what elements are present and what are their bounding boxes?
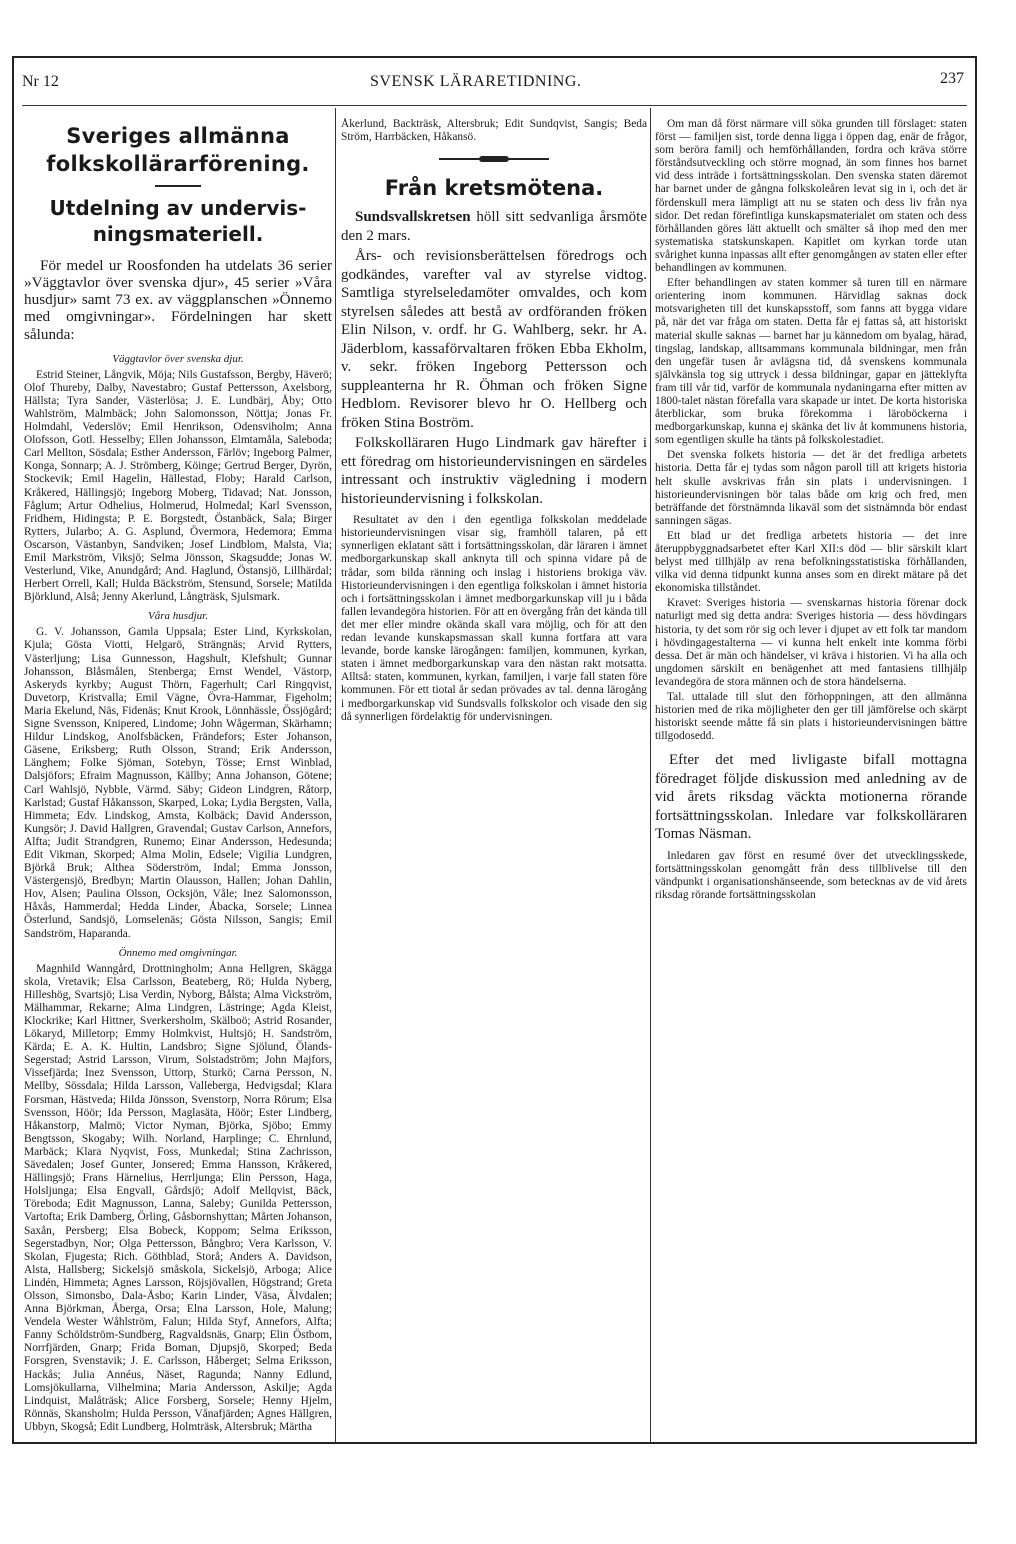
article-lead-text: höll sitt sedvanliga årsmöte den 2 mars. (341, 209, 647, 244)
article-paragraph: Ett blad ur det fredliga arbetets historia — det inre återuppbyggnadsarbetet efter Karl XII:s död — blir särskilt klart belyst med tillhjälp av rena befolkningsstatistiska förhållanden, vilka vid denna tidpunkt kunna anses som en direkt mätare på det ekonomiska tillståndet. (655, 529, 967, 595)
section-heading: Väggtavlor över svenska djur. (112, 352, 244, 365)
section-heading: Önnemo med omgivningar. (118, 946, 238, 959)
article-title: Från kretsmötena. (384, 176, 604, 201)
article-paragraph: Efter behandlingen av staten kommer så turen till en närmare orientering inom kommunen. Härvidlag saknas dock motsvarigheten till det kunskapsstoff, som fanns att bygga vidare på, när det var fråga om staten. Detta får ej fattas så, att historiskt material skulle saknas — barnet har ju kännedom om byalag, härad, tingslag, landskap, alltsammans kommunala bildningar, men från den ungefär tusen år avlägsna tid, då svenskens kommunala självkänsla tog sig uttryck i dessa bildningar, gapar en jätteklyfta fram till vår tid, varför de kommunala nydaningarna efter mitten av 1800-talet nästan förefalla vara skapade ur intet. De korta historiska återblickar, som bruka förekomma i läroböckerna i medborgarkunskap, kunna ej skänka det liv åt kommunens historia, som egentligen skulle ha tänts på folkskolestadiet. (655, 277, 967, 447)
section-ornament (439, 158, 549, 160)
page-top-rule (12, 56, 977, 58)
district-name: Sundsvallskretsen (355, 209, 471, 226)
page-right-border (975, 58, 977, 1444)
column-1 (24, 118, 332, 1438)
article-paragraph: Tal. uttalade till slut den förhoppningen, att den allmänna historien med de rika möjligheter den ger till jämförelse och skärpt historiskt seende måtte få sin plats i historieundervisningen bättre tillgodosedd. (655, 691, 967, 743)
issue-number: Nr 12 (22, 73, 59, 90)
article-paragraph: Det svenska folkets historia — det är det fredliga arbetets historia. Detta får ej tydas som någon paroll till att krigets historia helt skulle avskrivas från sin plats i undervisningen. I historieundervisningen bör talas både om krig och fred, men beträffande det förstnämnda likaväl som det sistnämnda bör endast sanningen sägas. (655, 449, 967, 527)
article-paragraph: Års- och revisionsberättelsen föredrogs och godkändes, varefter val av styrelse vidtog. Samtliga styrelseledamöter omvaldes, och kom styrelsen således att bestå av ordföranden fröken Elin Nilson, v. ordf. hr G. Wahlberg, sekr. hr A. Jäderblom, kassaförvaltaren fröken Ebba Ekholm, v. sekr. fröken Ingeborg Pettersson och suppleanterna hr R. Öhman och fröken Signe Hedblom. Revisorer blevo hr O. Hellberg och fröken Stina Boström. (341, 248, 647, 431)
article-paragraph (341, 208, 647, 245)
header-rule (22, 105, 967, 106)
heading-divider (155, 185, 201, 187)
recipient-list: Estrid Steiner, Långvik, Möja; Nils Gustafsson, Bergby, Häverö; Olof Thureby, Dalby, Navestabro; Gustaf Pettersson, Axelsborg, Hällsta; Tyra Sander, Västerlösa; J. E. Lundbärj, Åby; Otto Wahlström, Malmbäck; John Salomonsson, Nöttja; Jonas Fr. Holmdahl, Vederslöv; Emil Henrikson, Odensviholm; Anna Olofsson, Gotl. Hesselby; Ellen Johansson, Elmtamåla, Saleboda; Carl Mellton, Sösdala; Esther Andersson, Färlöv; Ingeborg Palmer, Konga, Sonnarp; A. J. Strömberg, Köinge; Gertrud Berger, Dyrön, Stockevik; Emil Hagelin, Hällestad, Floby; Harald Carlson, Kråkered, Hällingsjö; Ingeborg Moberg, Tidavad; Nat. Jonsson, Fåglum; Artur Odhelius, Holmerud, Holmedal; Karl Svensson, Fridhem, Hidingsta; P. E. Borgstedt, Östanbäck, Sala; Birger Rytters, Jularbo; A. G. Asplund, Övermora, Hedemora; Emma Oscarson, Västanbyn, Sandviken; Josef Lindblom, Malsta, Via; Emil Markström, Viksjö; Selma Jönsson, Skagsudde; Jonas W. Vesterlund, Vike, Anundgård; And. Haglund, Östansjö, Lillhärdal; Herbert Orrell, Kall; Hulda Bäckström, Stensund, Sorsele; Matilda Björklund, Alså; Jenny Akerlund, Långträsk, Sjulsmark. (24, 368, 332, 604)
recipient-list-continued: Åkerlund, Backträsk, Altersbruk; Edit Sundqvist, Sangis; Beda Ström, Harrbäcken, Håkansö. (341, 118, 647, 144)
recipient-list: G. V. Johansson, Gamla Uppsala; Ester Lind, Kyrkskolan, Kjula; Gösta Viotti, Helgarö, Strängnäs; Arvid Rytters, Västerljung; Lisa Gunnesson, Hagshult, Klefshult; Gunnar Johansson, Blåsmålen, Stenberga; Ernst Wendel, Västorp, Askeryds kyrkby; August Thörn, Fagerhult; Carl Ringqvist, Duvetorp, Kristvalla; Emil Vägne, Övra-Hammar, Figeholm; Maria Ekelund, Näs, Fidenäs; Knut Krook, Lönnhässle, Össjögård; Signe Svensson, Knipered, Lindome; John Wågerman, Skärhamn; Hildur Lindskog, Anolfsbäcken, Frändefors; Ester Johanson, Gäsene, Eriksberg; Ruth Olsson, Strand; Erik Andersson, Länghem; Folke Sjöman, Sotebyn, Tösse; Ernst Winblad, Dalsjöfors; Efraim Magnusson, Källby; Anna Johanson, Götene; Carl Wahlsjö, Nybble, Värmd. Säby; Gideon Lindgren, Råtorp, Karlstad; Gustaf Håkansson, Skarped, Loka; Lydia Bergsten, Valla, Himmeta; Edv. Lindskog, Amsta, Kolbäck; David Andersson, Kungsör; J. David Hallgren, Gravendal; Gustav Carlson, Annefors, Alfta; Judit Strandgren, Runemo; Einar Andersson, Hedesunda; Edit Vikman, Skorped; Alma Molin, Edsele; Vigilia Lundgren, Björkå Bruk; Althea Söderström, Indal; Emma Jonsson, Västergensjö, Bredbyn; Martin Olausson, Hallen; Johan Dahlin, Hov, Alsen; Paulina Olsson, Ocksjön, Våle; Inez Salomonsson, Håxås, Hammerdal; Hedda Linder, Åbacka, Sorsele; Linnea Österlund, Sandsjö, Lomselenäs; Gösta Nilsson, Sangis; Emil Sandström, Haparanda. (24, 626, 332, 940)
article-paragraph: Om man då först närmare vill söka grunden till förslaget: staten först — familjen sist, torde denna ligga i öppen dag, enär de frågor, som beröra familj och hemförhållanden, fordra och kräva större förståndsutveckling och större mognad, än som finnes hos barnet vid dess inträde i fortsättningsskolan. Den svenska staten däremot har barnet under de gångna folkskoleåren levat sig in i, och det är fördenskull mera lämpligt att nu se staten och dess liv från nya sidor. Det redan förefintliga kunskapsmaterialet om staten och dess förhållanden göres lätt aktuellt och smälter så ihop med den mer systematiska statskunskapen. Kapitlet om kyrkan torde utan svårighet kunna inpassas allt efter genomgången av staten eller efter behandlingen av kommunen. (655, 118, 967, 275)
column-divider (650, 108, 651, 1442)
article-intro: För medel ur Roosfonden ha utdelats 36 serier »Väggtavlor över svenska djur», 45 serier »Våra husdjur» samt 73 ex. av väggplanschen »Önnemo med omgivningar». Fördelningen har skett sålunda: (24, 256, 332, 343)
column-divider (335, 108, 336, 1442)
recipient-list: Magnhild Wanngård, Drottningholm; Anna Hellgren, Skägga skola, Vretavik; Elsa Carlsson, Beateberg, Rö; Hulda Nyberg, Hilleshög, Svartsjö; Lisa Verdin, Nyborg, Bålsta; Alma Vickström, Mälhammar, Rekarne; Alma Lindgren, Lästringe; Agda Kleist, Klockrike; Karl Hittner, Sverkersholm, Skälboö; Astrid Rosander, Lökaryd, Milletorp; Emmy Holmkvist, Hultsjö; H. Sandström, Kärda; E. A. K. Hultin, Landsbro; Signe Sjölund, Ölands-Segerstad; Astrid Larsson, Virum, Solstadström; John Majfors, Vissefjärda; Inez Svensson, Uttorp, Sturkö; Carna Persson, N. Mellby, Sössdala; Hilda Larsson, Valleberga, Hedvigsdal; Klara Forsman, Hästveda; Hilda Jönsson, Svenstorp, Norra Rörum; Elsa Svensson, Höör; Ida Persson, Maglasäta, Höör; Ester Lindberg, Håkanstorp, Malmö; Victor Nyman, Björka, Sjöbo; Emmy Bengtsson, Skogaby; Wilh. Norland, Harplinge; C. Ehrnlund, Marbäck; Klara Nyqvist, Foss, Munkedal; Stina Zachrisson, Sävedalen; Josef Gunter, Jonsered; Emma Hansson, Kråkered, Hällingsjö; Frans Härnelius, Herrljunga; Elin Persson, Haga, Holsljunga; Elsa Engvall, Gårdsjö; Adolf Mellqvist, Bäck, Töreboda; Edit Magnusson, Lanna, Saleby; Gunilda Pettersson, Vartofta; Erik Damberg, Örling, Gåsbornshyttan; Mårten Johanson, Saxån, Persberg; Elsa Bobeck, Koppom; Selma Eriksson, Segerstadbyn, Nor; Olga Pettersson, Bångbro; Vera Karlsson, V. Skolan, Fjugesta; Rich. Göthblad, Storå; Anders A. Davidson, Alsta, Hallsberg; Sickelsjö småskola, Sickelsjö, Arboga; Alice Lindén, Himmeta; Agnes Larsson, Röjsjövallen, Högstrand; Greta Olsson, Simonsbo, Dala-Åsbo; Karin Linder, Väsa, Älvdalen; Anna Björkman, Åberga, Orsa; Elna Larsson, Hole, Malung; Vendela Wester Wåhlström, Falun; Hilda Styf, Annefors, Alfta; Fanny Schöldström-Sundberg, Ragvaldsnäs, Gnarp; Elin Östbom, Norrfjärden, Gnarp; Frida Boman, Djupsjö, Skorped; Beda Forsgren, Svenstavik; J. E. Carlsson, Håberget; Selma Eriksson, Hackås; Julia Annéus, Näset, Ragunda; Nanny Edlund, Lomsjökullarna, Vilhelmina; Maria Andersson, Askilje; Agda Lindquist, Malåträsk; Alice Forsberg, Sorsele; Henny Hjelm, Rönnäs, Skansholm; Hulda Persson, Vånafjärden; Agnes Hällgren, Ubbyn, Skogså; Edit Lundberg, Holmträsk, Altersbruk; Märtha (24, 962, 332, 1433)
association-heading: Sveriges allmänna folkskollärarförening. (46, 124, 310, 177)
page-left-border (12, 58, 14, 1444)
journal-title: SVENSK LÄRARETIDNING. (370, 73, 582, 90)
page-bottom-rule (12, 1442, 977, 1444)
article-paragraph: Folkskolläraren Hugo Lindmark gav härefter i ett föredrag om historieundervisningen en särdeles intressant och instruktiv vägledning i modern historieundervisning i folkskolan. (341, 435, 647, 507)
column-3 (655, 118, 967, 1438)
article-paragraph: Efter det med livligaste bifall mottagna föredraget följde diskussion med anledning av de vid årets riksdag väckta motionerna rörande fortsättningsskolan. Inledare var folkskolläraren Tomas Näsman. (655, 752, 967, 843)
column-2 (341, 118, 647, 1438)
article-paragraph: Resultatet av den i den egentliga folkskolan meddelade historieundervisningen visar sig, framhöll talaren, på ett synnerligen eklatant sätt i fortsättningsskolan, där läraren i ämnet medborgarkunskap skall anknyta till och spinna vidare på de trådar, som bilda ränning och inslag i historiens brokiga väv. Historieundervisningen i den egentliga folkskolan i ämnet historia och i fortsättningsskolan i ämnet medborgarkunskap vill ju i båda fallen levandegöra historien. För att en övergång från det kända till det mer eller mindre okända skall vara möjlig, och för att den redan levande kunskapsmassan skall kunna fortfara att vara levande, borde kanske lärogången: familjen, kommunen, kyrkan, staten i ämnet medborgarkunskap vara den nästan rakt motsatta. Alltså: staten, kommunen, kyrkan, familjen, i varje fall staten före kommunen. För ett tiotal år sedan prövades av tal. denna lärogång i medborgarkunskap vid Sundsvalls folkskolor och visade den sig då synnerligen fördelaktig för undervisningen. (341, 514, 647, 723)
article-paragraph: Inledaren gav först en resumé över det utvecklingsskede, fortsättningsskolan genomgått från dess tillblivelse till den vändpunkt i organisationshänseende, som betecknas av de vid årets riksdag rörande fortsättningsskolan (655, 849, 967, 902)
section-heading: Våra husdjur. (148, 610, 208, 623)
page-number: 237 (940, 70, 964, 87)
article-paragraph: Kravet: Sveriges historia — svenskarnas historia förenar dock naturligt med sig detta andra: Sveriges historia — dess hövdingars historia, ty det som rör sig och lever i djupet av ett folk tar mandom i hövdingagestalterna — vi kunna helt enkelt inte komma förbi dessa. Det är män och händelser, vi kräva i historien. Vi ha alla och ungdomen särskilt en benägenhet att med fantasiens tillhjälp levandegöra de stora männen och de stora händelserna. (655, 597, 967, 688)
article-title: Utdelning av undervis-ningsmateriell. (49, 195, 307, 246)
